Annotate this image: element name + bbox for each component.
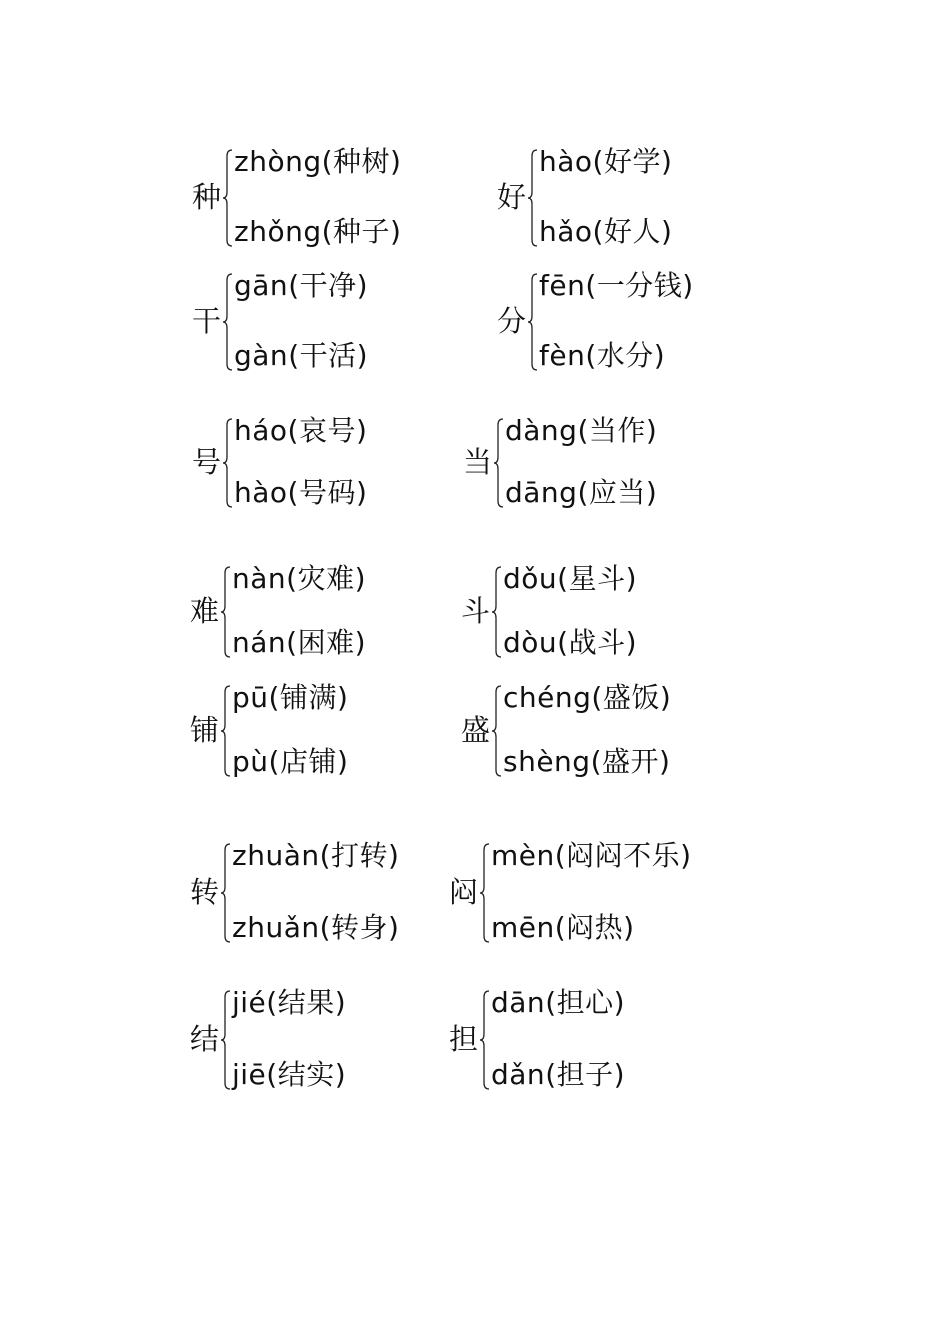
reading-bottom	[234, 339, 369, 372]
reading-bottom	[503, 626, 638, 659]
reading-bottom	[503, 745, 671, 778]
example-word: (种子)	[321, 215, 402, 248]
pinyin-text: fèn	[539, 339, 586, 372]
pinyin-text: zhòng	[234, 145, 322, 178]
pinyin-text: dǎn	[491, 1058, 546, 1091]
pinyin-text: gān	[234, 269, 289, 302]
reading-top	[232, 681, 349, 714]
head-character: 铺	[190, 713, 220, 747]
example-word: (盛饭)	[591, 681, 672, 714]
pinyin-text: mēn	[491, 911, 555, 944]
pinyin-text: mèn	[491, 839, 555, 872]
pinyin-text: nán	[232, 626, 287, 659]
pinyin-text: gàn	[234, 339, 289, 372]
pinyin-text: zhuǎn	[232, 911, 320, 944]
pinyin-text: zhuàn	[232, 839, 320, 872]
example-word: (打转)	[319, 839, 400, 872]
example-word: (困难)	[286, 626, 367, 659]
reading-bottom	[232, 745, 349, 778]
example-word: (闷闷不乐)	[554, 839, 692, 872]
example-word: (哀号)	[287, 414, 368, 447]
head-character: 结	[190, 1022, 220, 1056]
reading-bottom	[505, 476, 658, 509]
polyphone-entry	[192, 145, 512, 248]
reading-bottom	[232, 626, 367, 659]
example-word: (干净)	[288, 269, 369, 302]
reading-top	[539, 145, 673, 178]
example-word: (种树)	[321, 145, 402, 178]
head-character: 当	[463, 445, 493, 479]
reading-bottom	[232, 911, 400, 944]
reading-top	[503, 681, 672, 714]
pinyin-text: jiē	[232, 1058, 267, 1091]
example-word: (号码)	[287, 476, 368, 509]
reading-top	[505, 414, 658, 447]
reading-top	[234, 414, 368, 447]
reading-top	[232, 839, 400, 872]
example-word: (结实)	[266, 1058, 347, 1091]
head-character: 种	[192, 180, 222, 214]
pinyin-text: pū	[232, 681, 269, 714]
head-character: 干	[192, 304, 222, 338]
example-word: (干活)	[288, 339, 369, 372]
reading-bottom	[539, 215, 673, 248]
example-word: (当作)	[577, 414, 658, 447]
example-word: (铺满)	[268, 681, 349, 714]
example-word: (盛开)	[590, 745, 671, 778]
polyphone-entry	[449, 839, 769, 944]
reading-top	[232, 562, 367, 595]
reading-bottom	[232, 1058, 347, 1091]
polyphone-entry	[192, 269, 512, 372]
pinyin-text: dàng	[505, 414, 578, 447]
example-word: (担心)	[545, 986, 626, 1019]
head-character: 好	[497, 180, 527, 214]
reading-bottom	[234, 215, 402, 248]
head-character: 分	[497, 304, 527, 338]
example-word: (水分)	[585, 339, 666, 372]
polyphone-entry	[497, 145, 817, 248]
pinyin-text: zhǒng	[234, 215, 322, 248]
example-word: (战斗)	[557, 626, 638, 659]
pinyin-text: dǒu	[503, 562, 558, 595]
reading-top	[539, 269, 694, 302]
reading-bottom	[234, 476, 368, 509]
polyphone-entry	[449, 986, 769, 1091]
reading-top	[491, 839, 692, 872]
example-word: (一分钱)	[585, 269, 694, 302]
reading-top	[234, 269, 369, 302]
head-character: 斗	[461, 594, 491, 628]
polyphone-entry	[461, 681, 781, 778]
head-character: 号	[192, 445, 222, 479]
pinyin-text: dòu	[503, 626, 558, 659]
example-word: (应当)	[577, 476, 658, 509]
pinyin-text: nàn	[232, 562, 287, 595]
reading-bottom	[491, 1058, 626, 1091]
pinyin-text: chéng	[503, 681, 592, 714]
pinyin-text: hào	[539, 145, 593, 178]
pinyin-text: hào	[234, 476, 288, 509]
head-character: 难	[190, 594, 220, 628]
pinyin-text: dān	[491, 986, 546, 1019]
example-word: (灾难)	[286, 562, 367, 595]
pinyin-text: dāng	[505, 476, 578, 509]
example-word: (好学)	[592, 145, 673, 178]
polyphone-entry	[497, 269, 817, 372]
pinyin-text: pù	[232, 745, 269, 778]
reading-top	[503, 562, 638, 595]
head-character: 转	[190, 875, 220, 909]
example-word: (好人)	[592, 215, 673, 248]
head-character: 担	[449, 1022, 479, 1056]
example-word: (店铺)	[268, 745, 349, 778]
head-character: 闷	[449, 875, 479, 909]
reading-bottom	[491, 911, 635, 944]
head-character: 盛	[461, 713, 491, 747]
pinyin-text: hǎo	[539, 215, 593, 248]
reading-top	[234, 145, 402, 178]
pinyin-text: háo	[234, 414, 288, 447]
polyphone-entry	[463, 414, 783, 509]
example-word: (转身)	[319, 911, 400, 944]
example-word: (结果)	[266, 986, 347, 1019]
reading-top	[232, 986, 347, 1019]
polyphone-entry	[461, 562, 781, 659]
pinyin-text: shèng	[503, 745, 591, 778]
example-word: (担子)	[545, 1058, 626, 1091]
example-word: (星斗)	[557, 562, 638, 595]
reading-top	[491, 986, 626, 1019]
pinyin-text: jié	[232, 986, 267, 1019]
pinyin-text: fēn	[539, 269, 586, 302]
example-word: (闷热)	[554, 911, 635, 944]
reading-bottom	[539, 339, 666, 372]
